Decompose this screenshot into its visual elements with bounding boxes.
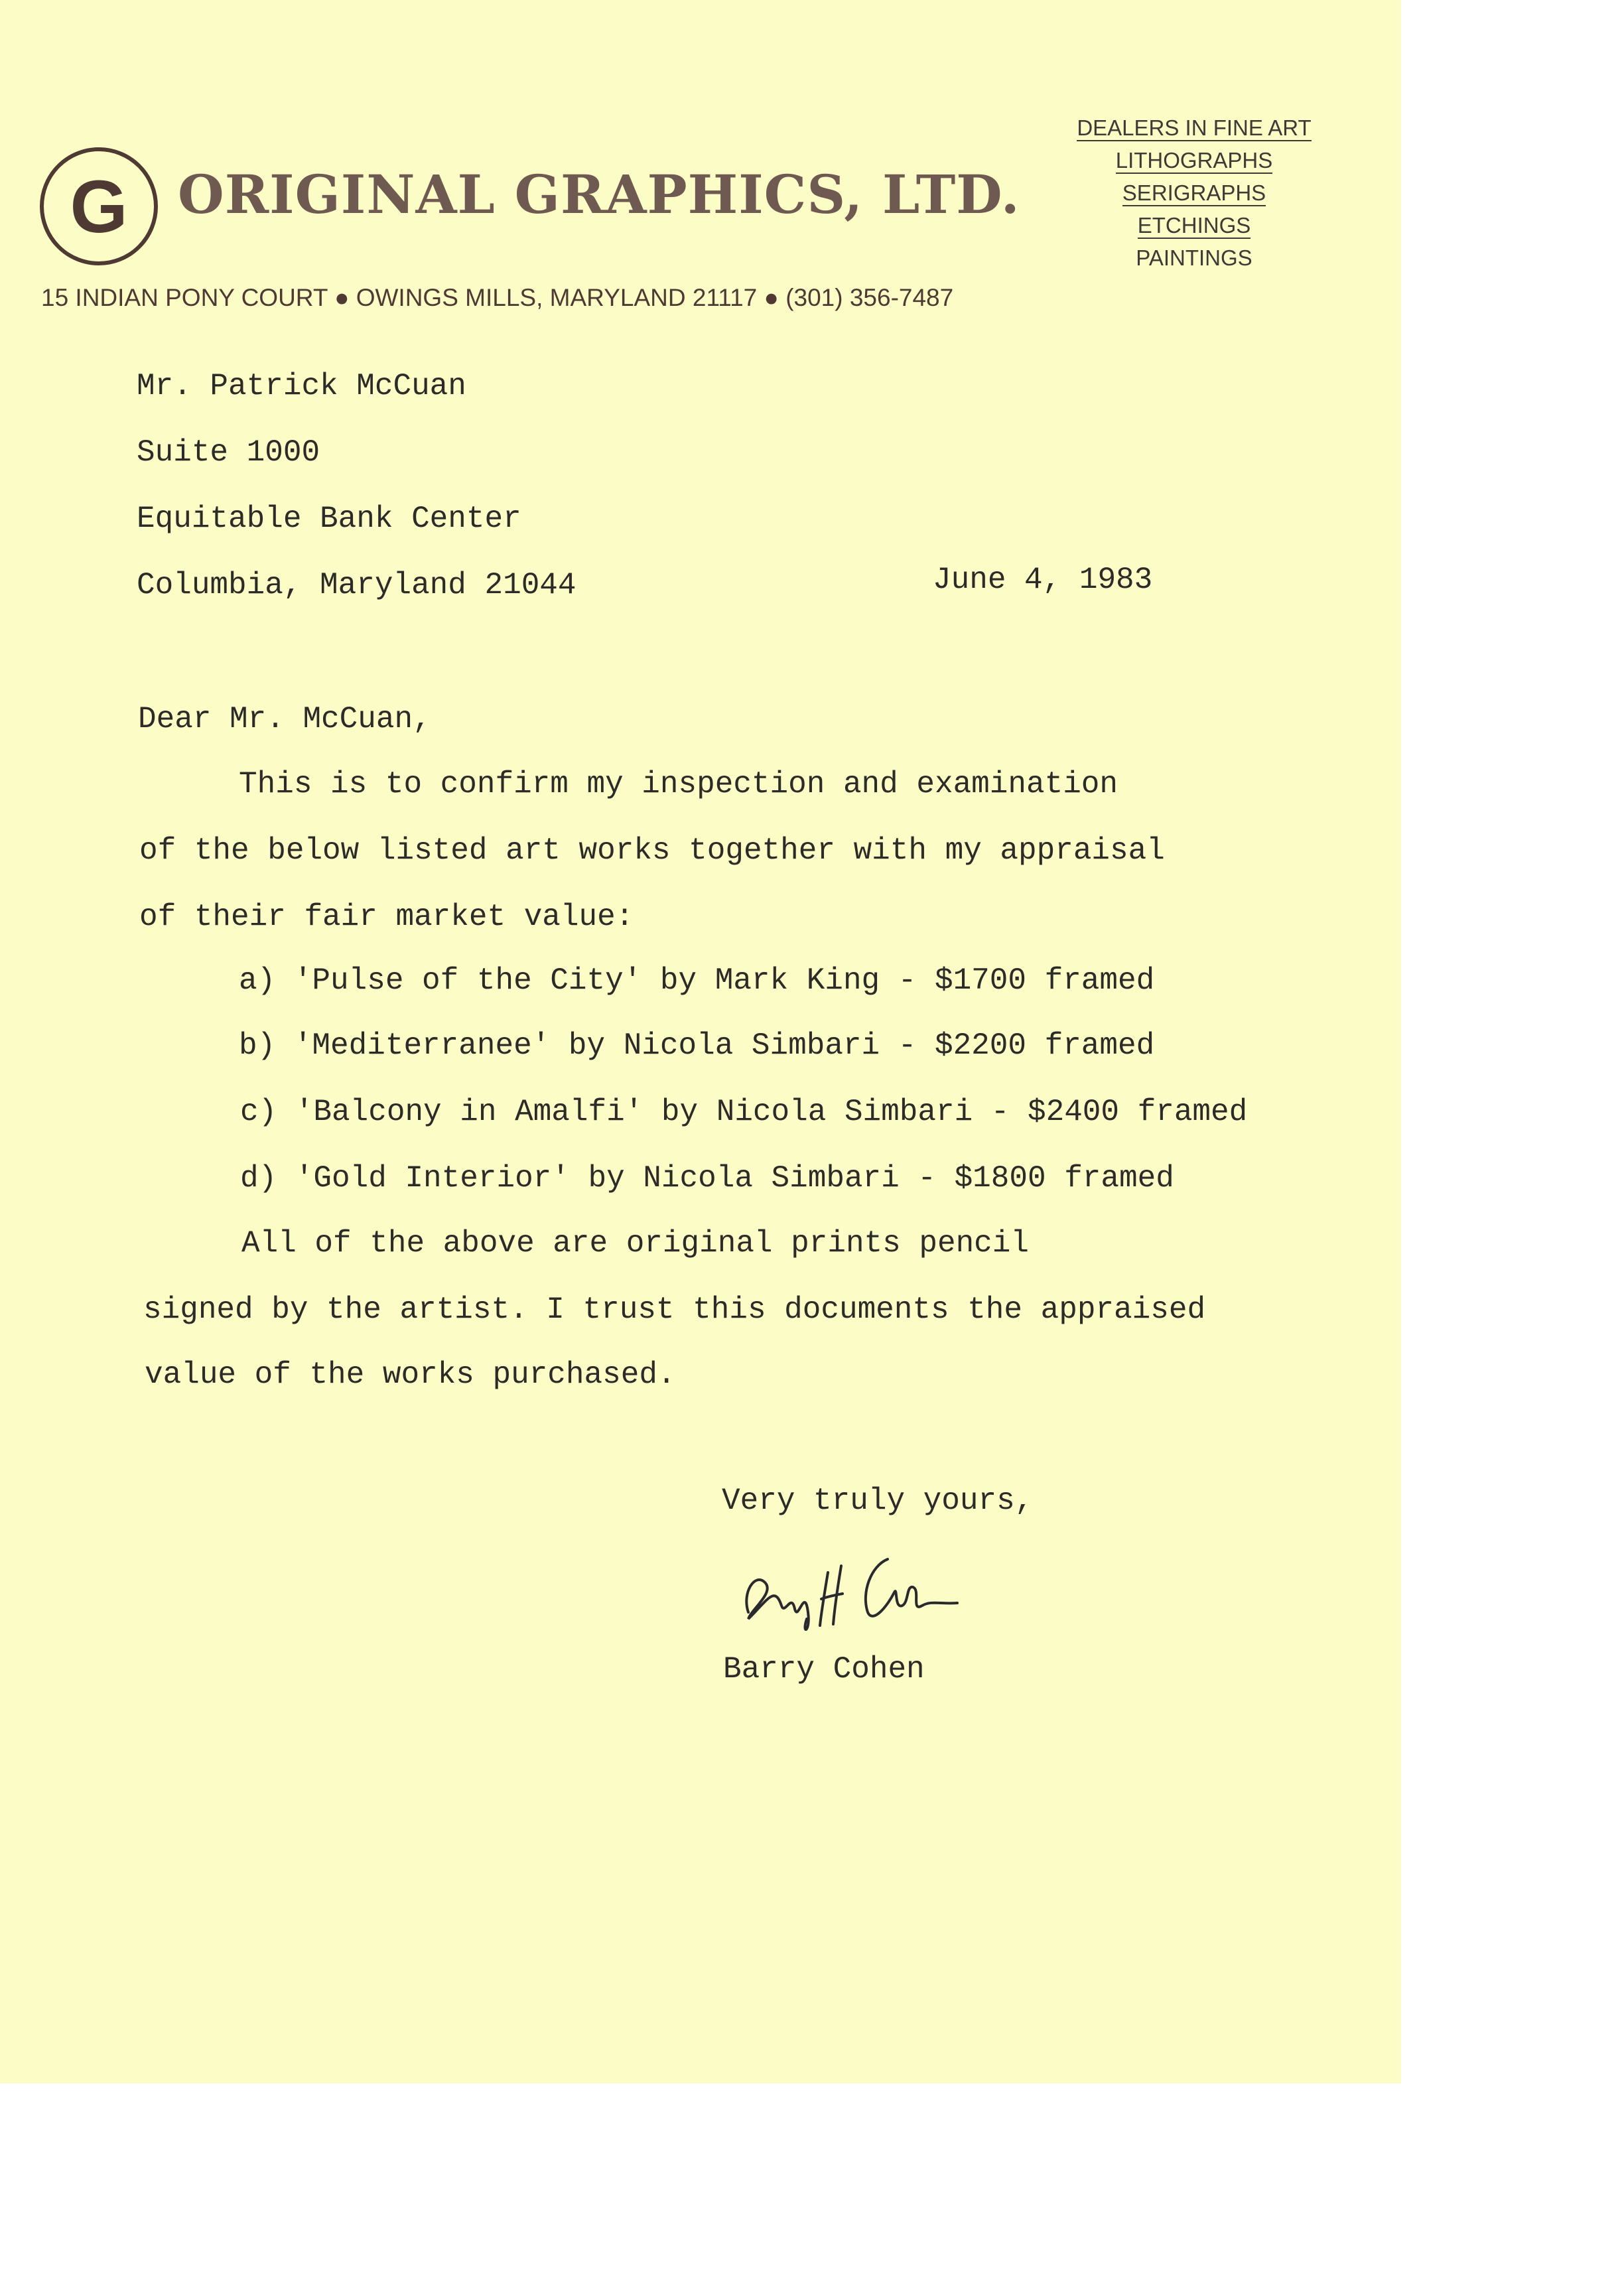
recipient-building: Equitable Bank Center <box>137 502 521 536</box>
body-line: of their fair market value: <box>139 900 634 934</box>
closing: Very truly yours, <box>722 1484 1034 1518</box>
body-line: This is to confirm my inspection and examination <box>239 767 1118 801</box>
company-name: ORIGINAL GRAPHICS, LTD. <box>178 163 1020 226</box>
artwork-item: c) 'Balcony in Amalfi' by Nicola Simbari - $2400 framed <box>240 1095 1248 1129</box>
salutation: Dear Mr. McCuan, <box>138 702 431 736</box>
body-line: signed by the artist. I trust this documents the appraised <box>143 1292 1206 1327</box>
bullet-icon: ● <box>334 284 356 311</box>
handwritten-signature <box>728 1546 967 1639</box>
bullet-icon: ● <box>764 284 786 311</box>
address-phone: (301) 356-7487 <box>785 284 954 311</box>
recipient-suite: Suite 1000 <box>137 435 320 470</box>
dealer-item-lithographs: LITHOGRAPHS <box>1115 148 1273 173</box>
signer-name: Barry Cohen <box>723 1652 925 1687</box>
company-logo <box>40 147 158 265</box>
address-city: OWINGS MILLS, MARYLAND 21117 <box>356 284 758 311</box>
body-line: All of the above are original prints pencil <box>241 1226 1029 1261</box>
dealer-list <box>1061 111 1327 274</box>
body-line: value of the works purchased. <box>145 1357 676 1392</box>
letter-date: June 4, 1983 <box>933 563 1153 597</box>
address-street: 15 INDIAN PONY COURT <box>41 284 328 311</box>
logo-letter: G <box>70 165 128 248</box>
body-line: of the below listed art works together with my appraisal <box>139 833 1165 868</box>
artwork-item: a) 'Pulse of the City' by Mark King - $1700 framed <box>239 963 1155 998</box>
dealer-item-serigraphs: SERIGRAPHS <box>1122 180 1266 205</box>
recipient-name: Mr. Patrick McCuan <box>137 369 466 403</box>
recipient-city: Columbia, Maryland 21044 <box>137 568 576 602</box>
company-address <box>41 284 953 312</box>
dealer-item-paintings: PAINTINGS <box>1136 245 1252 270</box>
artwork-item: b) 'Mediterranee' by Nicola Simbari - $2200 framed <box>239 1028 1155 1063</box>
dealer-item-etchings: ETCHINGS <box>1137 213 1251 238</box>
dealer-heading: DEALERS IN FINE ART <box>1077 115 1312 140</box>
artwork-item: d) 'Gold Interior' by Nicola Simbari - $1800 framed <box>240 1161 1174 1196</box>
